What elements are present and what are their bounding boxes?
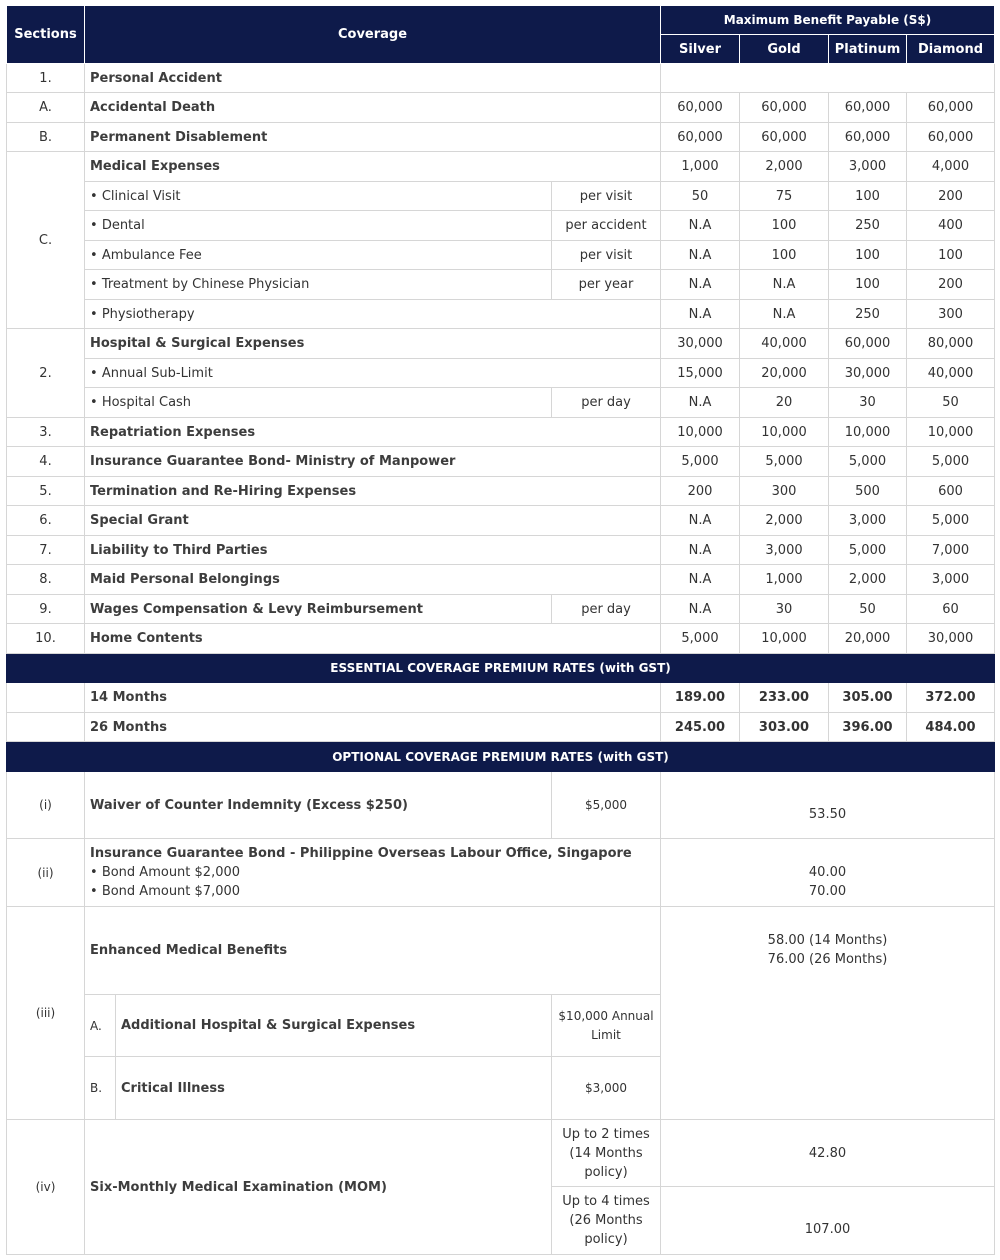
value-gold: 20 [740,388,829,418]
value-silver: 50 [661,182,740,211]
coverage-label: Termination and Re-Hiring Expenses [85,477,661,506]
coverage-label: Insurance Guarantee Bond- Ministry of Manpower [85,447,661,477]
value-silver: N.A [661,388,740,418]
value-gold: 2,000 [740,506,829,536]
sub-item-label: • Clinical Visit [85,182,552,211]
section-number: C. [7,152,85,329]
value-diamond: 400 [907,211,995,241]
table-row [7,329,995,359]
value-silver: N.A [661,506,740,536]
section-number: 10. [7,624,85,654]
section-number: B. [7,123,85,152]
value-diamond: 10,000 [907,418,995,447]
value-silver: N.A [661,270,740,300]
section-number: 2. [7,329,85,418]
optional-premium: 40.00 [808,864,847,880]
value-diamond: 60,000 [907,93,995,123]
sub-label: Additional Hospital & Surgical Expenses [116,995,552,1057]
value-diamond: 5,000 [907,506,995,536]
premium-silver: 189.00 [661,683,740,713]
premium-diamond: 484.00 [907,713,995,742]
optional-label: Six-Monthly Medical Examination (MOM) [85,1120,552,1255]
table-row [7,300,995,329]
value-silver: 60,000 [661,93,740,123]
table-row [7,506,995,536]
value-platinum: 5,000 [829,536,907,565]
optional-premium: 53.50 [661,772,995,839]
value-platinum: 10,000 [829,418,907,447]
optional-bond-cell [85,839,661,907]
empty-cell [7,683,85,713]
value-diamond: 3,000 [907,565,995,595]
unit-label: per day [552,595,661,624]
empty-cell [661,64,995,93]
premium-diamond: 372.00 [907,683,995,713]
value-diamond: 100 [907,241,995,270]
table-row [7,565,995,595]
header-plan-platinum: Platinum [829,35,907,64]
value-platinum: 30 [829,388,907,418]
value-diamond: 200 [907,182,995,211]
optional-premium: 42.80 [661,1120,995,1187]
table-row [7,93,995,123]
value-silver: N.A [661,241,740,270]
header-coverage: Coverage [85,6,661,64]
value-platinum: 2,000 [829,565,907,595]
section-number: 1. [7,64,85,93]
value-gold: 75 [740,182,829,211]
premium-platinum: 396.00 [829,713,907,742]
value-gold: 5,000 [740,447,829,477]
table-row [7,64,995,93]
value-silver: 5,000 [661,447,740,477]
optional-premium: 58.00 (14 Months) [767,933,888,948]
value-diamond: 60 [907,595,995,624]
exam-frequency: Up to 4 times (26 Months policy) [552,1187,661,1255]
coverage-label: Repatriation Expenses [85,418,661,447]
table-row [7,182,995,211]
value-diamond: 7,000 [907,536,995,565]
value-gold: 20,000 [740,359,829,388]
value-gold: 10,000 [740,624,829,654]
optional-premium-cell [661,839,995,907]
value-platinum: 100 [829,241,907,270]
coverage-label: Liability to Third Parties [85,536,661,565]
header-plan-diamond: Diamond [907,35,995,64]
table-row [7,907,995,995]
value-platinum: 30,000 [829,359,907,388]
optional-label: Insurance Guarantee Bond - Philippine Overseas Labour Office, Singapore [90,846,632,861]
bond-amount-item: • Bond Amount $2,000 [90,863,655,882]
value-silver: 30,000 [661,329,740,359]
coverage-table [6,5,995,1255]
sub-item-label: • Treatment by Chinese Physician [85,270,552,300]
value-platinum: 60,000 [829,93,907,123]
value-gold: 10,000 [740,418,829,447]
empty-cell [7,713,85,742]
header-plan-gold: Gold [740,35,829,64]
sub-item-label: • Physiotherapy [85,300,661,329]
value-gold: 100 [740,211,829,241]
value-platinum: 60,000 [829,123,907,152]
section-number: 5. [7,477,85,506]
unit-label: per year [552,270,661,300]
value-silver: 1,000 [661,152,740,182]
value-diamond: 40,000 [907,359,995,388]
unit-label: per visit [552,182,661,211]
value-platinum: 3,000 [829,152,907,182]
table-row [7,270,995,300]
exam-frequency: Up to 2 times (14 Months policy) [552,1120,661,1187]
optional-premium: 107.00 [661,1187,995,1255]
value-platinum: 5,000 [829,447,907,477]
unit-label: per accident [552,211,661,241]
table-row [7,595,995,624]
value-platinum: 250 [829,211,907,241]
value-platinum: 3,000 [829,506,907,536]
value-gold: 40,000 [740,329,829,359]
coverage-label: Permanent Disablement [85,123,661,152]
table-row [7,624,995,654]
value-diamond: 200 [907,270,995,300]
section-number: 8. [7,565,85,595]
value-gold: 1,000 [740,565,829,595]
header-plan-silver: Silver [661,35,740,64]
table-row [7,772,995,839]
value-gold: 60,000 [740,93,829,123]
section-number: 9. [7,595,85,624]
optional-number: (i) [7,772,85,839]
section-number: 6. [7,506,85,536]
essential-band [7,654,995,683]
sub-item-label: • Dental [85,211,552,241]
value-diamond: 30,000 [907,624,995,654]
coverage-label: Medical Expenses [85,152,661,182]
optional-premium: 76.00 (26 Months) [767,952,888,967]
optional-number: (iii) [7,907,85,1120]
table-row [7,241,995,270]
value-silver: 15,000 [661,359,740,388]
table-row [7,536,995,565]
table-row [7,477,995,506]
value-diamond: 50 [907,388,995,418]
coverage-label: Home Contents [85,624,661,654]
value-platinum: 500 [829,477,907,506]
value-diamond: 60,000 [907,123,995,152]
section-number: A. [7,93,85,123]
optional-band [7,742,995,772]
table-row [7,152,995,182]
optional-number: (iv) [7,1120,85,1255]
value-platinum: 100 [829,182,907,211]
value-diamond: 80,000 [907,329,995,359]
value-platinum: 100 [829,270,907,300]
value-platinum: 60,000 [829,329,907,359]
table-row [7,447,995,477]
header-row [7,6,995,35]
value-gold: 60,000 [740,123,829,152]
table-row [7,1120,995,1187]
table-row [7,418,995,447]
essential-title: ESSENTIAL COVERAGE PREMIUM RATES (with GST) [7,654,995,683]
value-gold: N.A [740,270,829,300]
unit-label: per day [552,388,661,418]
value-silver: N.A [661,565,740,595]
value-platinum: 20,000 [829,624,907,654]
value-silver: N.A [661,211,740,241]
premium-term-label: 14 Months [85,683,661,713]
table-row [7,388,995,418]
optional-number: (ii) [7,839,85,907]
sub-amount: $10,000 Annual Limit [552,995,661,1057]
premium-gold: 233.00 [740,683,829,713]
section-number: 3. [7,418,85,447]
value-silver: N.A [661,536,740,565]
optional-label: Enhanced Medical Benefits [85,907,661,995]
coverage-label: Wages Compensation & Levy Reimbursement [85,595,552,624]
value-silver: N.A [661,595,740,624]
sub-item-label: • Ambulance Fee [85,241,552,270]
table-row [7,359,995,388]
value-gold: N.A [740,300,829,329]
coverage-label: Personal Accident [85,64,661,93]
section-number: 4. [7,447,85,477]
value-silver: N.A [661,300,740,329]
section-number: 7. [7,536,85,565]
sub-item-label: • Annual Sub-Limit [85,359,661,388]
sub-label: Critical Illness [116,1057,552,1120]
value-gold: 300 [740,477,829,506]
premium-platinum: 305.00 [829,683,907,713]
value-platinum: 50 [829,595,907,624]
optional-label: Waiver of Counter Indemnity (Excess $250) [85,772,552,839]
value-diamond: 300 [907,300,995,329]
optional-premium-cell [661,907,995,1120]
sub-number: B. [85,1057,116,1120]
value-silver: 5,000 [661,624,740,654]
value-diamond: 600 [907,477,995,506]
premium-gold: 303.00 [740,713,829,742]
coverage-label: Accidental Death [85,93,661,123]
header-sections: Sections [7,6,85,64]
value-silver: 200 [661,477,740,506]
coverage-label: Special Grant [85,506,661,536]
unit-label: per visit [552,241,661,270]
value-diamond: 4,000 [907,152,995,182]
sub-number: A. [85,995,116,1057]
coverage-label: Maid Personal Belongings [85,565,661,595]
bond-amount-item: • Bond Amount $7,000 [90,882,655,901]
table-row [7,211,995,241]
optional-amount: $5,000 [552,772,661,839]
table-row [7,839,995,907]
value-diamond: 5,000 [907,447,995,477]
value-gold: 100 [740,241,829,270]
table-row [7,123,995,152]
table-row [7,713,995,742]
value-gold: 2,000 [740,152,829,182]
header-max-benefit: Maximum Benefit Payable (S$) [661,6,995,35]
value-gold: 30 [740,595,829,624]
premium-term-label: 26 Months [85,713,661,742]
sub-amount: $3,000 [552,1057,661,1120]
value-gold: 3,000 [740,536,829,565]
value-silver: 10,000 [661,418,740,447]
table-row [7,683,995,713]
value-platinum: 250 [829,300,907,329]
sub-item-label: • Hospital Cash [85,388,552,418]
value-silver: 60,000 [661,123,740,152]
optional-premium: 70.00 [808,883,847,899]
coverage-label: Hospital & Surgical Expenses [85,329,661,359]
optional-title: OPTIONAL COVERAGE PREMIUM RATES (with GST) [7,742,995,772]
premium-silver: 245.00 [661,713,740,742]
